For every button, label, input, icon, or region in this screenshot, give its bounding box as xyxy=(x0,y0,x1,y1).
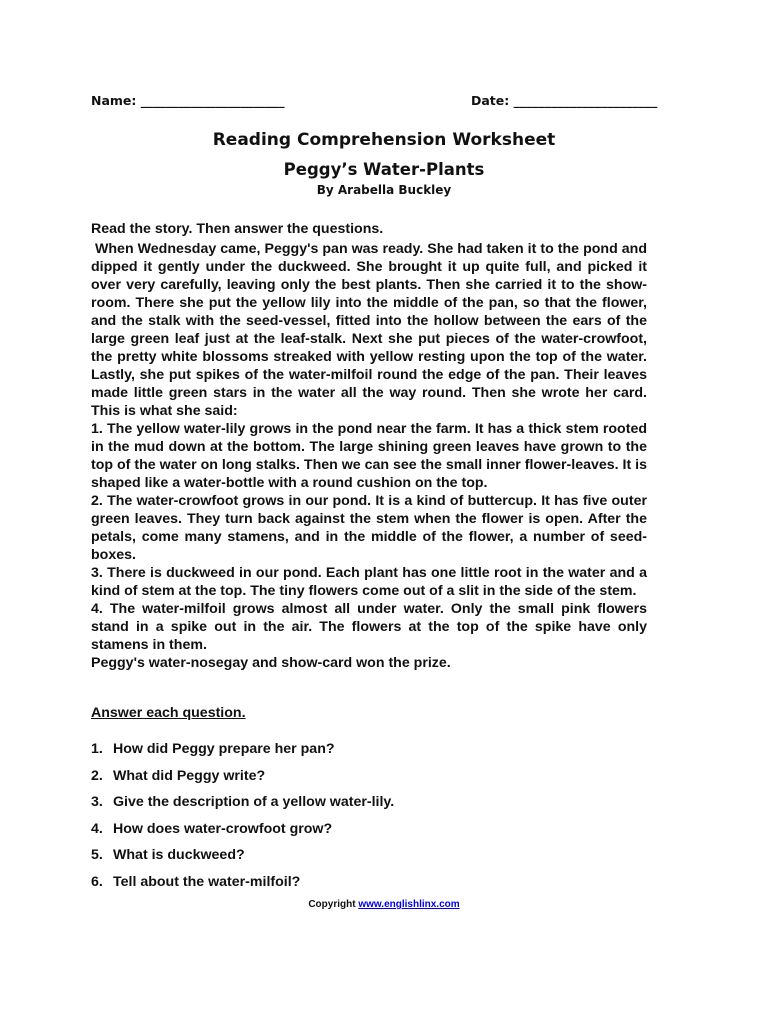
question-text: What did Peggy write? xyxy=(113,767,266,784)
story-paragraph: 4. The water-milfoil grows almost all under water. Only the small pink flowers stand in a spike out in the air. The flowers at the top of the spike have only stamens in them. xyxy=(91,601,647,653)
answer-heading: Answer each question. xyxy=(91,705,246,721)
story-title: Peggy’s Water-Plants xyxy=(283,160,485,179)
copyright-label: Copyright xyxy=(308,899,356,910)
story-paragraph: 2. The water-crowfoot grows in our pond. It is a kind of buttercup. It has five outer green leaves. They turn back against the stem when the flower is open. After the petals, come many stamens, and in the middle of the flower, a number of seed-boxes. xyxy=(91,493,647,563)
story-paragraph: 1. The yellow water-lily grows in the pond near the farm. It has a thick stem rooted in the mud down at the bottom. The large shining green leaves have grown to the top of the water on long stalks. Then we can see the small inner flower-leaves. It is shaped like a water-bottle with a round cushion on the top. xyxy=(91,421,647,491)
question-text: How did Peggy prepare her pan? xyxy=(113,741,335,757)
story-paragraph: 3. There is duckweed in our pond. Each plant has one little root in the water and a kind of stem at the top. The tiny flowers come out of a slit in the side of the stem. xyxy=(91,565,647,599)
question-number: 1. xyxy=(91,741,103,757)
question-number: 6. xyxy=(91,873,103,890)
question-number: 5. xyxy=(91,847,103,864)
story-paragraph: When Wednesday came, Peggy's pan was ready. She had taken it to the pond and dipped it gently under the duckweed. She brought it up quite full, and picked it over very carefully, leaving only the best plants. Then she carried it to the show-room. There she put the yellow lily into the middle of the pan, so that the flower, and the stalk with the seed-vessel, fitted into the hollow between the ears of the large green leaf just at the leaf-stalk. Next she put pieces of the water-crowfoot, the pretty white blossoms streaked with yellow resting upon the top of the water. Lastly, she put spikes of the water-milfoil round the edge of the pan. Their leaves made little green stars in the water all the way round. Then she wrote her card. This is what she said: xyxy=(91,241,647,419)
instructions: Read the story. Then answer the questions. xyxy=(91,221,384,237)
question-text: How does water-crowfoot grow? xyxy=(113,820,333,837)
question-text: Tell about the water-milfoil? xyxy=(113,873,301,890)
question-text: What is duckweed? xyxy=(113,847,245,864)
question-number: 4. xyxy=(91,820,103,837)
date-field: Date: _______________________ xyxy=(471,93,658,108)
story-paragraph: Peggy's water-nosegay and show-card won the prize. xyxy=(91,655,451,671)
question-item xyxy=(91,768,651,795)
author-byline: By Arabella Buckley xyxy=(316,183,452,197)
question-item xyxy=(91,821,651,848)
name-field: Name: _______________________ xyxy=(91,93,285,108)
question-text: Give the description of a yellow water-lily. xyxy=(113,794,395,811)
story-body xyxy=(91,240,647,672)
question-number: 3. xyxy=(91,794,103,811)
worksheet-title: Reading Comprehension Worksheet xyxy=(212,130,556,150)
question-item xyxy=(91,874,651,901)
question-item xyxy=(91,794,651,821)
question-list xyxy=(91,741,651,901)
website-link[interactable]: www.englishlinx.com xyxy=(358,899,460,910)
question-item xyxy=(91,741,651,768)
question-number: 2. xyxy=(91,767,103,784)
question-item xyxy=(91,847,651,874)
copyright-footer xyxy=(0,899,768,910)
